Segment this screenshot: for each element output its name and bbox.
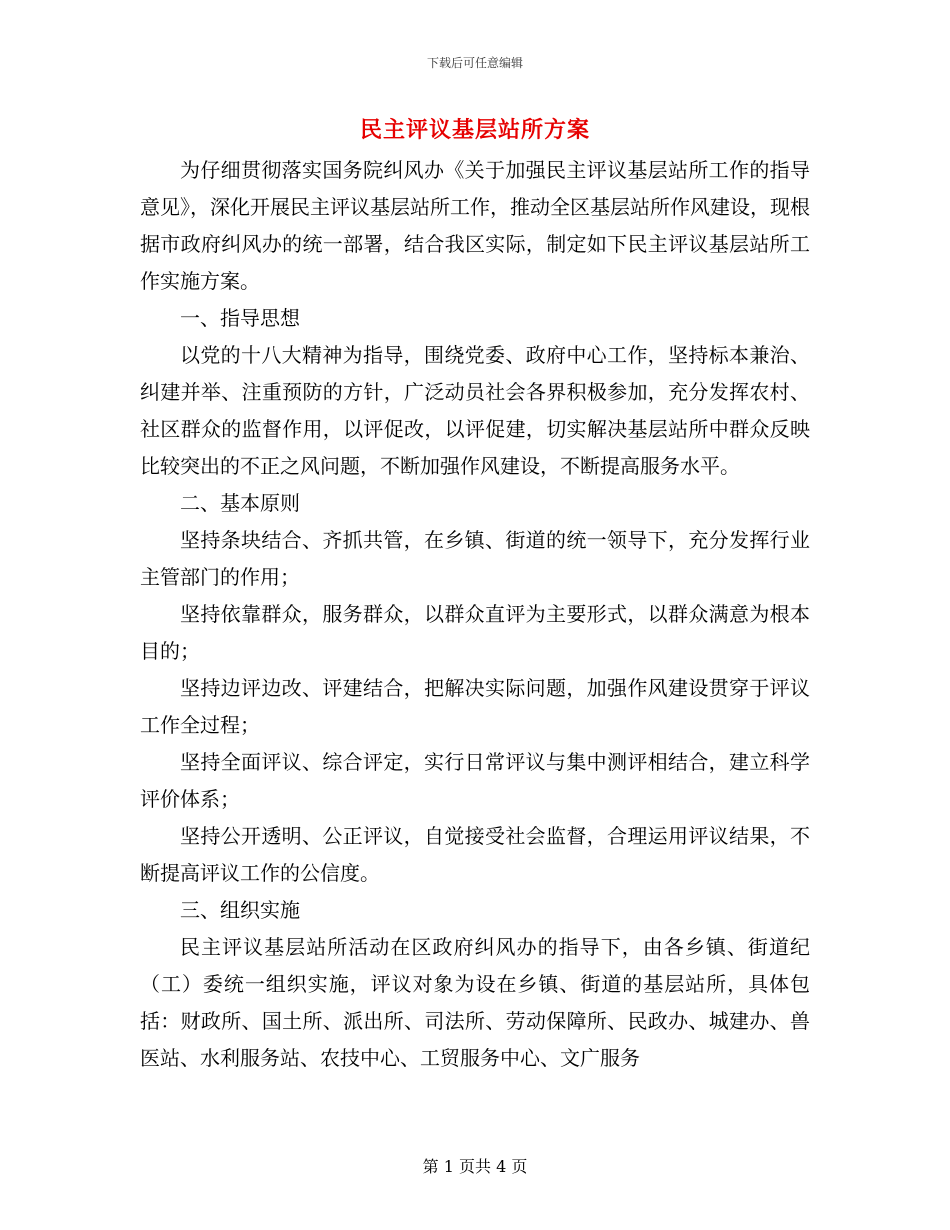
document-body [140, 152, 810, 1077]
section-1-heading: 一、指导思想 [180, 306, 300, 330]
section-3-heading: 三、组织实施 [180, 898, 300, 922]
principle-item: 坚持依靠群众，服务群众，以群众直评为主要形式，以群众满意为根本目的； [140, 602, 810, 663]
principle-item: 坚持公开透明、公正评议，自觉接受社会监督，合理运用评议结果，不断提高评议工作的公信度。 [140, 824, 810, 885]
page-footer: 第 1 页共 4 页 [422, 1157, 528, 1176]
document-title: 民主评议基层站所方案 [359, 117, 590, 143]
intro-paragraph: 为仔细贯彻落实国务院纠风办《关于加强民主评议基层站所工作的指导意见》，深化开展民主评议基层站所工作，推动全区基层站所作风建设，现根据市政府纠风办的统一部署，结合我区实际，制定如下民主评议基层站所工作实施方案。 [140, 158, 810, 293]
section-1-paragraph: 以党的十八大精神为指导，围绕党委、政府中心工作，坚持标本兼治、纠建并举、注重预防的方针，广泛动员社会各界积极参加，充分发挥农村、社区群众的监督作用，以评促改，以评促建，切实解决基层站所中群众反映比较突出的不正之风问题，不断加强作风建设，不断提高服务水平。 [140, 343, 810, 478]
section-3-paragraph: 民主评议基层站所活动在区政府纠风办的指导下，由各乡镇、街道纪（工）委统一组织实施，评议对象为设在乡镇、街道的基层站所，具体包括：财政所、国土所、派出所、司法所、劳动保障所、民政办、城建办、兽医站、水利服务站、农技中心、工贸服务中心、文广服务 [140, 935, 810, 1070]
header-note: 下载后可任意编辑 [426, 56, 523, 70]
principle-item: 坚持条块结合、齐抓共管，在乡镇、街道的统一领导下，充分发挥行业主管部门的作用； [140, 528, 810, 589]
principle-item: 坚持边评边改、评建结合，把解决实际问题，加强作风建设贯穿于评议工作全过程； [140, 676, 810, 737]
section-2-heading: 二、基本原则 [180, 491, 300, 515]
principle-item: 坚持全面评议、综合评定，实行日常评议与集中测评相结合，建立科学评价体系； [140, 750, 810, 811]
